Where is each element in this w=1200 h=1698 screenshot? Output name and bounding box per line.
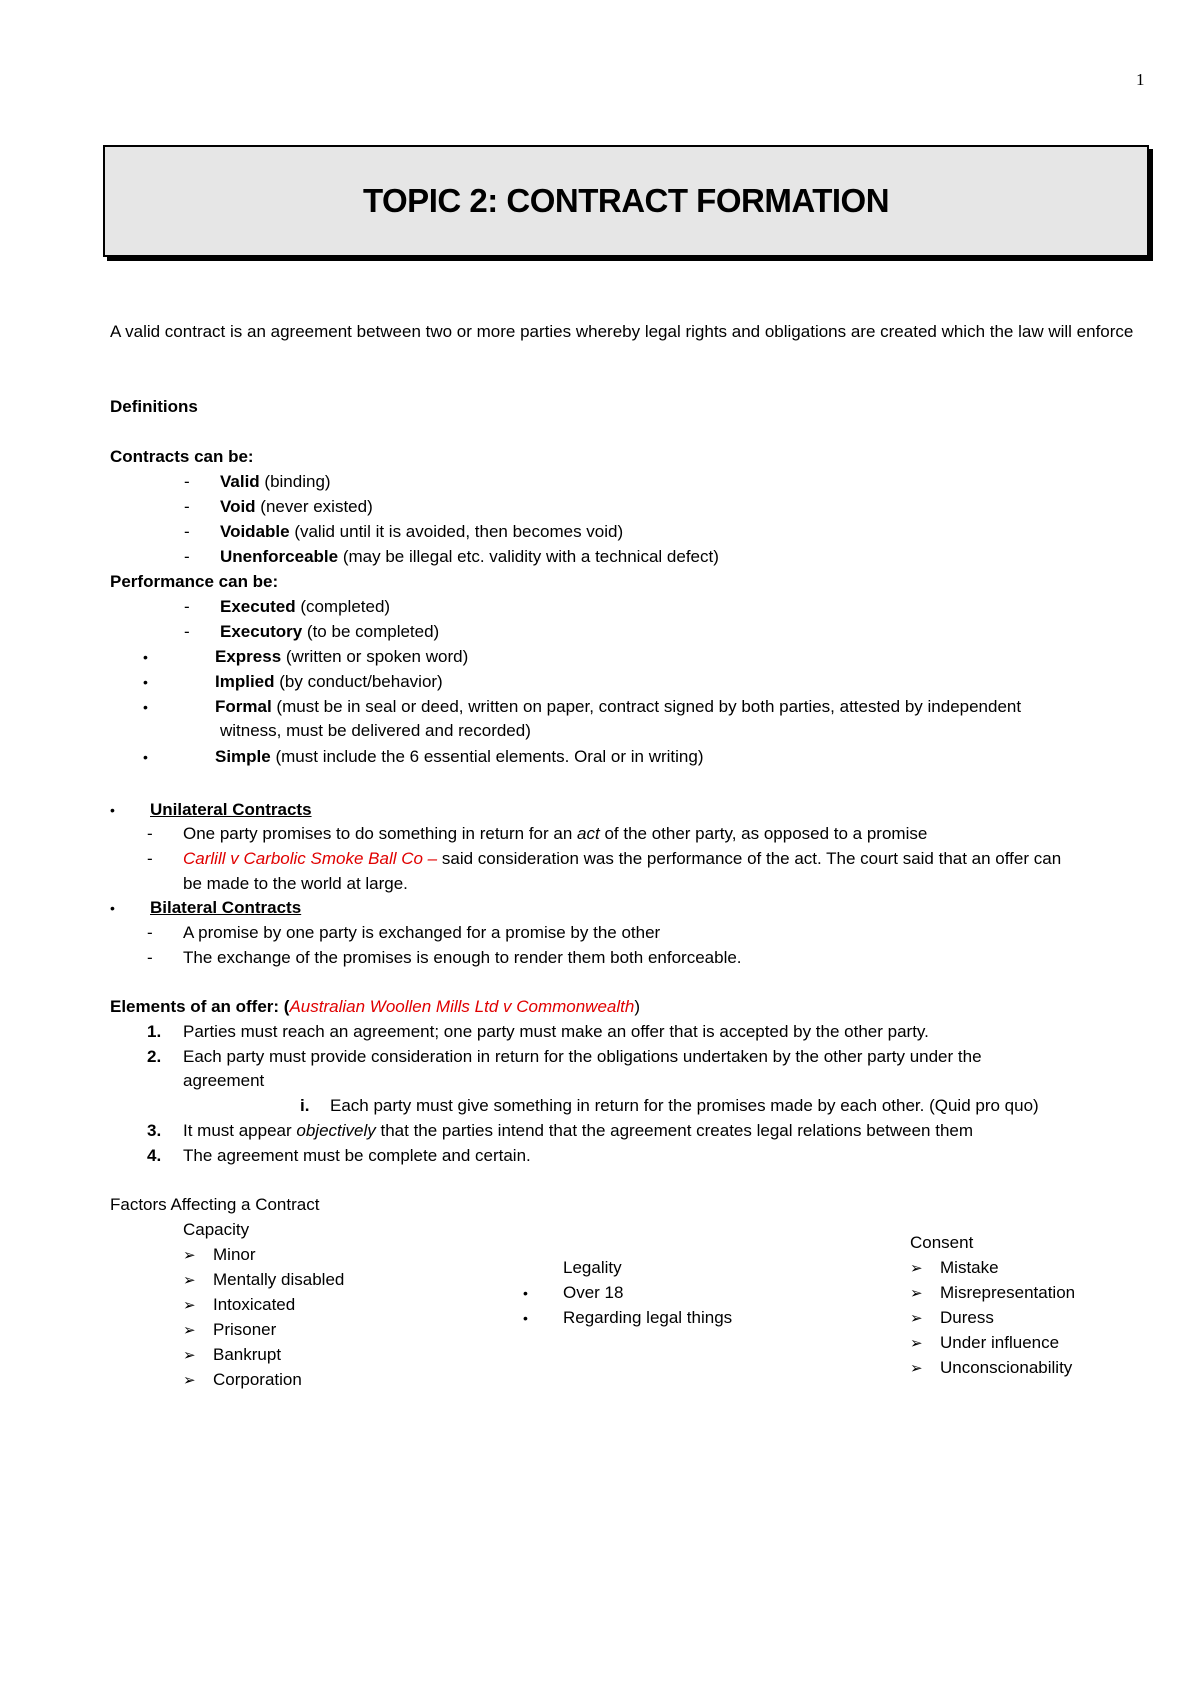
- bullet-marker: •: [143, 674, 148, 690]
- term-desc: (completed): [295, 597, 391, 616]
- definitions-heading: Definitions: [110, 397, 198, 416]
- term: Valid: [220, 472, 260, 491]
- text: Each party must give something in return for the promises made by each other. (Quid pro quo): [330, 1096, 1039, 1115]
- bilateral-heading: Bilateral Contracts: [150, 898, 302, 917]
- list-item: [183, 1368, 302, 1393]
- numbered-item: [147, 1144, 531, 1168]
- list-item: [183, 1293, 295, 1318]
- numbered-item: [147, 1045, 982, 1069]
- list-item: [183, 1243, 256, 1268]
- bullet-marker: •: [523, 1285, 528, 1301]
- capacity-heading: Capacity: [183, 1220, 250, 1239]
- list-item: [184, 545, 719, 569]
- bullet-marker: •: [143, 699, 148, 715]
- dash-marker: -: [184, 622, 190, 641]
- unilateral-section: [110, 798, 312, 822]
- list-item: [147, 822, 927, 846]
- term-desc-continued: witness, must be delivered and recorded): [220, 721, 531, 740]
- bullet-marker: •: [143, 649, 148, 665]
- text: Parties must reach an agreement; one party must make an offer that is accepted by the other party.: [183, 1022, 929, 1041]
- text: Unconscionability: [940, 1358, 1073, 1377]
- text: Mistake: [940, 1258, 999, 1277]
- item-number: 4.: [147, 1146, 162, 1165]
- term-desc: (never existed): [255, 497, 373, 516]
- dash-marker: -: [184, 472, 190, 491]
- text: Bankrupt: [213, 1345, 282, 1364]
- contracts-heading: Contracts can be:: [110, 447, 254, 466]
- numbered-item-continued: agreement: [183, 1071, 265, 1090]
- arrow-bullet-icon: ➢: [183, 1347, 196, 1364]
- arrow-bullet-icon: ➢: [910, 1260, 923, 1277]
- page-number: 1: [1136, 70, 1145, 89]
- text: Duress: [940, 1308, 994, 1327]
- numbered-item: [147, 1119, 973, 1143]
- list-item: [183, 1343, 281, 1368]
- text: Minor: [213, 1245, 256, 1264]
- list-item: [147, 921, 660, 945]
- text: It must appear: [183, 1121, 297, 1140]
- list-item: [184, 470, 331, 494]
- numbered-item: [147, 1020, 929, 1044]
- text: Mentally disabled: [213, 1270, 345, 1289]
- list-item: [910, 1281, 1075, 1306]
- list-item-continued: be made to the world at large.: [183, 874, 408, 893]
- text: Intoxicated: [213, 1295, 296, 1314]
- term: Void: [220, 497, 256, 516]
- unilateral-heading: Unilateral Contracts: [150, 800, 312, 819]
- dash-marker: -: [147, 849, 153, 868]
- item-number: 2.: [147, 1047, 162, 1066]
- list-item: [143, 670, 443, 694]
- text-italic: objectively: [296, 1121, 376, 1140]
- text: Prisoner: [213, 1320, 277, 1339]
- list-item: [183, 1268, 344, 1293]
- intro-paragraph: A valid contract is an agreement between two or more parties whereby legal rights and obligations are created which the law will enforce: [110, 322, 1134, 341]
- text: that the parties intend that the agreement creates legal relations between them: [375, 1121, 974, 1140]
- term: Simple: [215, 747, 271, 766]
- text: A promise by one party is exchanged for a promise by the other: [183, 923, 661, 942]
- dash-marker: -: [147, 948, 153, 967]
- list-item: [143, 745, 704, 769]
- text: Misrepresentation: [940, 1283, 1076, 1302]
- list-item: [184, 520, 623, 544]
- sub-number: i.: [300, 1096, 310, 1115]
- item-number: 1.: [147, 1022, 162, 1041]
- title-box: [103, 145, 1149, 257]
- case-citation: Carlill v Carbolic Smoke Ball Co –: [183, 849, 438, 868]
- text: said consideration was the performance of the act. The court said that an offer can: [437, 849, 1062, 868]
- term-desc: (binding): [259, 472, 331, 491]
- dash-marker: -: [184, 497, 190, 516]
- text: Under influence: [940, 1333, 1060, 1352]
- term-desc: (must be in seal or deed, written on paper, contract signed by both parties, attested by independent: [271, 697, 1022, 716]
- term: Executed: [220, 597, 296, 616]
- page-title: TOPIC 2: CONTRACT FORMATION: [362, 182, 890, 219]
- list-item: [147, 847, 1061, 871]
- list-item: [910, 1256, 999, 1281]
- list-item: [910, 1356, 1072, 1381]
- item-number: 3.: [147, 1121, 162, 1140]
- bullet-marker: •: [110, 900, 115, 916]
- term: Express: [215, 647, 282, 666]
- bullet-marker: •: [523, 1310, 528, 1326]
- elements-heading: [110, 995, 640, 1019]
- list-item: [523, 1281, 623, 1305]
- list-item: [147, 946, 742, 970]
- text: Corporation: [213, 1370, 302, 1389]
- term: Executory: [220, 622, 303, 641]
- performance-heading: Performance can be:: [110, 572, 279, 591]
- list-item: [910, 1331, 1059, 1356]
- dash-marker: -: [184, 522, 190, 541]
- term: Formal: [215, 697, 272, 716]
- text: One party promises to do something in return for an: [183, 824, 578, 843]
- term: Implied: [215, 672, 275, 691]
- list-item: [910, 1306, 994, 1331]
- list-item: [184, 620, 439, 644]
- bullet-marker: •: [143, 749, 148, 765]
- factors-heading: Factors Affecting a Contract: [110, 1195, 320, 1214]
- dash-marker: -: [147, 824, 153, 843]
- bilateral-section: [110, 896, 301, 920]
- arrow-bullet-icon: ➢: [910, 1310, 923, 1327]
- term-desc: (may be illegal etc. validity with a technical defect): [338, 547, 719, 566]
- case-citation: Australian Woollen Mills Ltd v Commonwealth: [289, 997, 635, 1016]
- dash-marker: -: [184, 597, 190, 616]
- arrow-bullet-icon: ➢: [183, 1297, 196, 1314]
- dash-marker: -: [147, 923, 153, 942]
- text: ): [634, 997, 640, 1016]
- text: The agreement must be complete and certain.: [183, 1146, 531, 1165]
- term-desc: (written or spoken word): [281, 647, 469, 666]
- term-desc: (by conduct/behavior): [274, 672, 443, 691]
- list-item: [523, 1306, 732, 1330]
- list-item: [184, 595, 390, 619]
- arrow-bullet-icon: ➢: [183, 1372, 196, 1389]
- arrow-bullet-icon: ➢: [183, 1272, 196, 1289]
- term: Unenforceable: [220, 547, 339, 566]
- list-item: [143, 645, 468, 669]
- term-desc: (valid until it is avoided, then becomes void): [289, 522, 624, 541]
- bullet-marker: •: [110, 802, 115, 818]
- text: The exchange of the promises is enough to render them both enforceable.: [183, 948, 742, 967]
- arrow-bullet-icon: ➢: [183, 1322, 196, 1339]
- text: of the other party, as opposed to a promise: [599, 824, 928, 843]
- arrow-bullet-icon: ➢: [183, 1247, 196, 1264]
- text: Regarding legal things: [563, 1308, 733, 1327]
- consent-heading: Consent: [910, 1233, 974, 1252]
- term-desc: (to be completed): [302, 622, 440, 641]
- term: Voidable: [220, 522, 290, 541]
- list-item: [183, 1318, 276, 1343]
- list-item: [143, 695, 1021, 719]
- text: Over 18: [563, 1283, 624, 1302]
- text-italic: act: [577, 824, 600, 843]
- dash-marker: -: [184, 547, 190, 566]
- sub-item: [300, 1094, 1039, 1118]
- arrow-bullet-icon: ➢: [910, 1285, 923, 1302]
- term-desc: (must include the 6 essential elements. Oral or in writing): [270, 747, 704, 766]
- text: Each party must provide consideration in return for the obligations undertaken by the other party under the: [183, 1047, 982, 1066]
- legality-heading: Legality: [563, 1258, 622, 1277]
- arrow-bullet-icon: ➢: [910, 1335, 923, 1352]
- list-item: [184, 495, 373, 519]
- arrow-bullet-icon: ➢: [910, 1360, 923, 1377]
- text: Elements of an offer: (: [110, 997, 290, 1016]
